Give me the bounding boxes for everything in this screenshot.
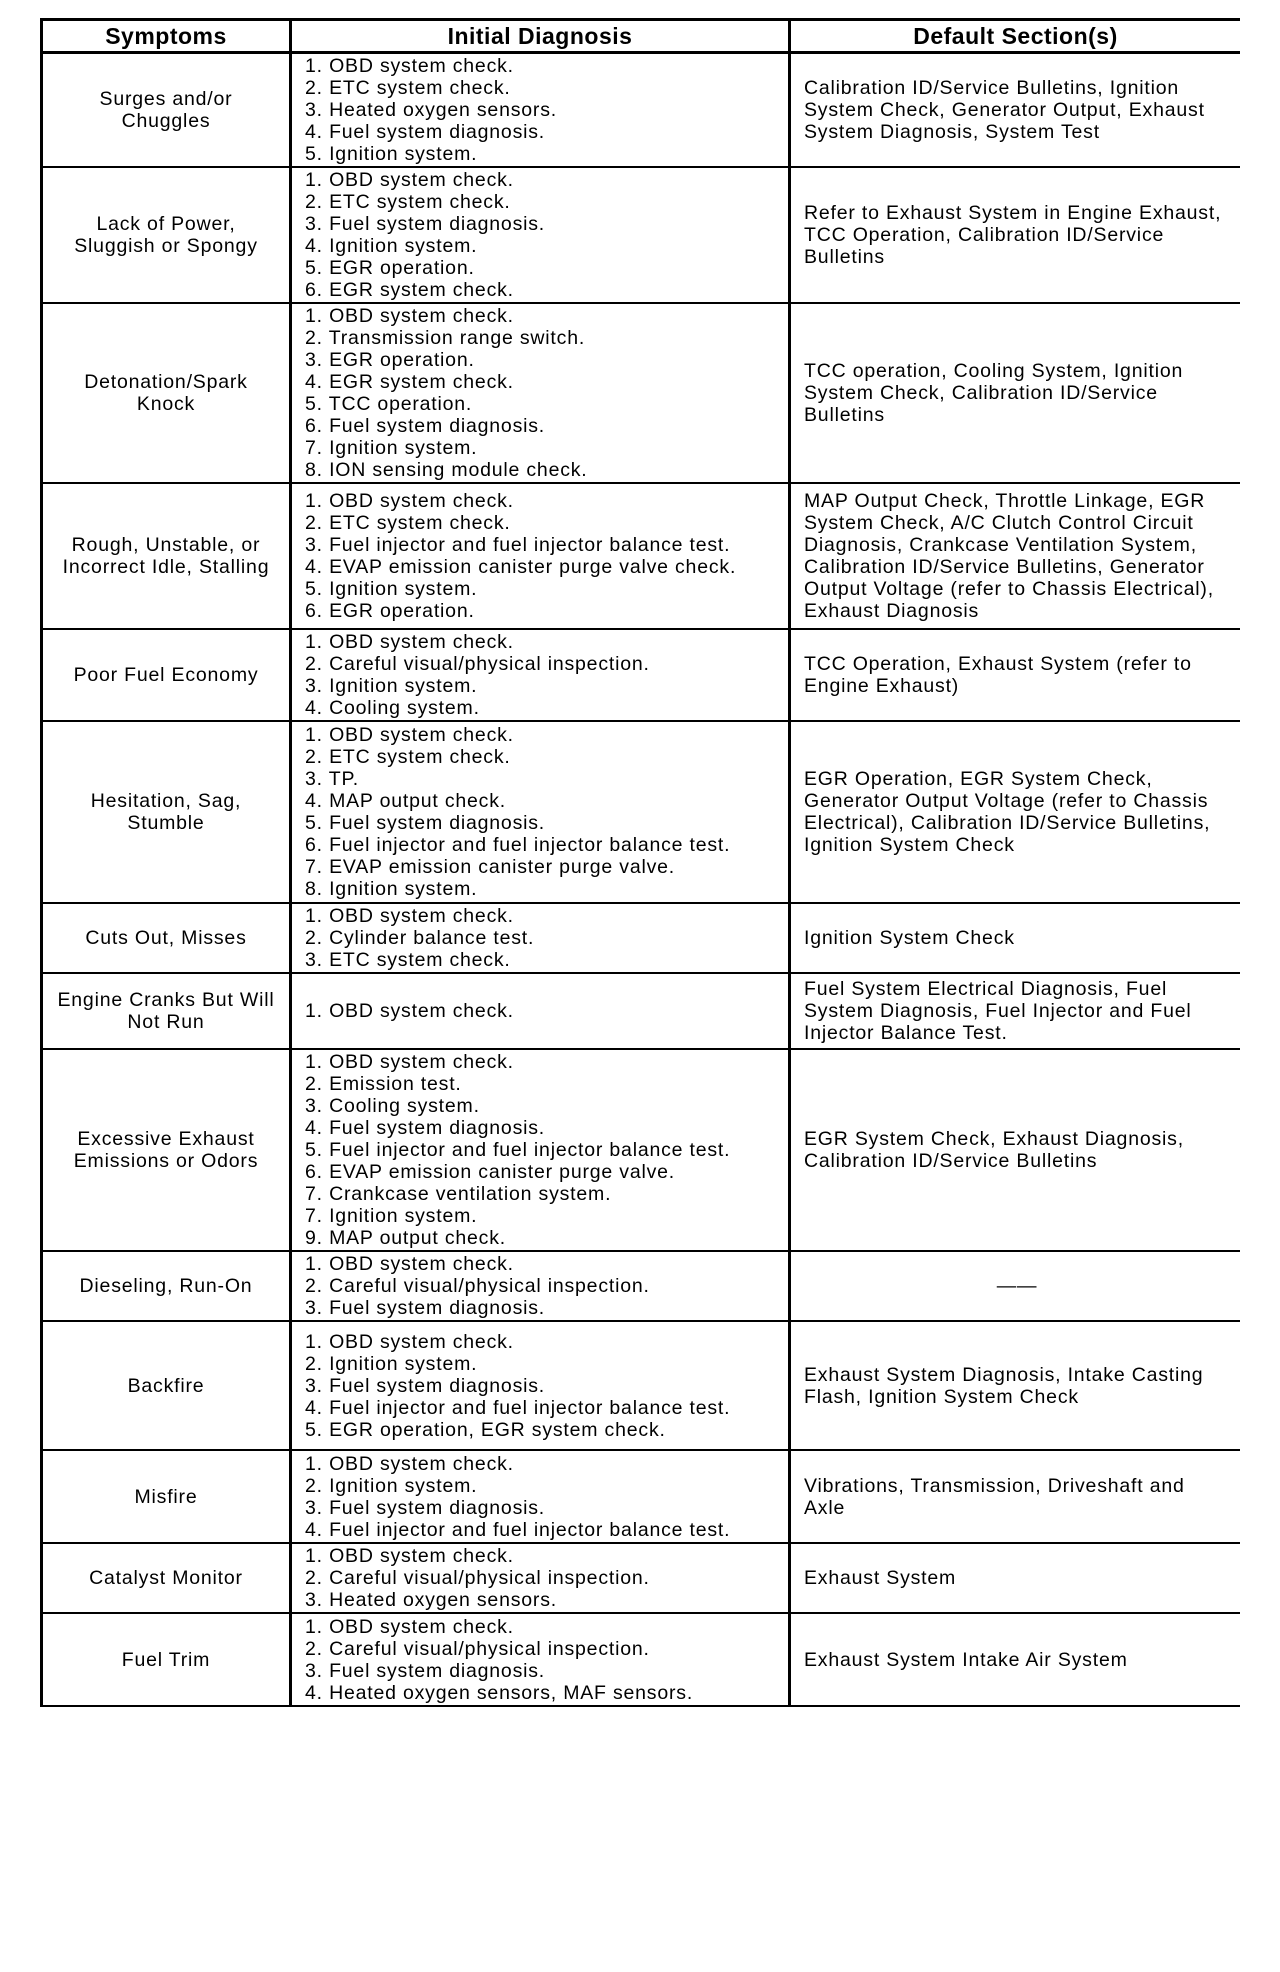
symptom-cell: Detonation/Spark Knock	[42, 303, 291, 483]
table-row	[42, 721, 1241, 903]
diagnosis-list	[305, 305, 778, 481]
diagnosis-step: 3. EGR operation.	[305, 349, 475, 371]
default-sections-cell	[790, 629, 1241, 721]
initial-diagnosis-cell	[291, 721, 790, 903]
diagnosis-step: 1. OBD system check.	[305, 724, 514, 746]
table-row	[42, 1251, 1241, 1321]
header-default-sections: Default Section(s)	[790, 20, 1241, 53]
symptom-cell: Hesitation, Sag, Stumble	[42, 721, 291, 903]
diagnosis-step: 2. Cylinder balance test.	[305, 927, 535, 949]
diagnosis-step: 3. Fuel system diagnosis.	[305, 1297, 546, 1319]
initial-diagnosis-cell	[291, 973, 790, 1049]
diagnosis-step: 2. Emission test.	[305, 1073, 462, 1095]
symptom-cell: Backfire	[42, 1321, 291, 1450]
default-sections-cell	[790, 1321, 1241, 1450]
initial-diagnosis-cell	[291, 1251, 790, 1321]
document-page	[40, 18, 1240, 1972]
default-sections-cell	[790, 973, 1241, 1049]
default-sections-text: EGR Operation, EGR System Check, Generator Output Voltage (refer to Chassis Electrical), Calibration ID/Service Bulletins, Ignition System Check	[804, 768, 1211, 856]
default-sections-text: Ignition System Check	[804, 927, 1015, 949]
diagnosis-list	[305, 1453, 778, 1541]
diagnosis-list	[305, 1331, 778, 1441]
diagnosis-list	[305, 1253, 778, 1319]
initial-diagnosis-cell	[291, 903, 790, 973]
table-row	[42, 483, 1241, 629]
initial-diagnosis-cell	[291, 629, 790, 721]
diagnosis-step: 3. Heated oxygen sensors.	[305, 99, 557, 121]
diagnosis-step: 1. OBD system check.	[305, 1253, 514, 1275]
default-sections-text: MAP Output Check, Throttle Linkage, EGR System Check, A/C Clutch Control Circuit Diagnosis, Crankcase Ventilation System, Calibration ID/Service Bulletins, Generator Output Voltage (refer to Chassis Electrical), Exhaust Diagnosis	[804, 490, 1214, 622]
diagnosis-step: 5. EGR operation, EGR system check.	[305, 1418, 666, 1441]
diagnosis-step: 6. EGR system check.	[305, 279, 514, 301]
diagnosis-step: 6. EVAP emission canister purge valve.	[305, 1161, 676, 1183]
default-sections-cell	[790, 167, 1241, 303]
diagnosis-step: 7. Crankcase ventilation system.	[305, 1183, 612, 1205]
table-row	[42, 1049, 1241, 1251]
diagnosis-step: 5. Fuel injector and fuel injector balance test.	[305, 1139, 731, 1161]
diagnosis-list	[305, 631, 778, 719]
initial-diagnosis-cell	[291, 1450, 790, 1543]
diagnosis-step: 6. EGR operation.	[305, 600, 475, 622]
symptom-cell: Cuts Out, Misses	[42, 903, 291, 973]
diagnosis-step: 2. Careful visual/physical inspection.	[305, 1637, 650, 1660]
diagnosis-step: 5. Ignition system.	[305, 578, 478, 600]
diagnosis-step: 1. OBD system check.	[305, 1545, 514, 1567]
diagnosis-step: 1. OBD system check.	[305, 305, 514, 327]
diagnosis-step: 5. TCC operation.	[305, 393, 473, 415]
diagnosis-step: 3. TP.	[305, 768, 359, 790]
initial-diagnosis-cell	[291, 1613, 790, 1706]
default-sections-text: Calibration ID/Service Bulletins, Ignition System Check, Generator Output, Exhaust System Diagnosis, System Test	[804, 77, 1205, 143]
diagnosis-step: 4. Fuel system diagnosis.	[305, 121, 546, 143]
diagnosis-step: 5. Fuel system diagnosis.	[305, 812, 546, 834]
diagnosis-step: 2. Careful visual/physical inspection.	[305, 1567, 650, 1589]
diagnosis-list	[305, 169, 778, 301]
diagnosis-step: 2. Ignition system.	[305, 1474, 478, 1497]
symptom-cell: Engine Cranks But Will Not Run	[42, 973, 291, 1049]
diagnosis-step: 4. MAP output check.	[305, 790, 506, 812]
header-row	[42, 20, 1241, 53]
diagnosis-step: 3. Ignition system.	[305, 675, 478, 697]
diagnosis-step: 3. Fuel system diagnosis.	[305, 1374, 546, 1397]
diagnosis-list	[305, 1051, 778, 1249]
default-sections-cell	[790, 1543, 1241, 1613]
diagnosis-step: 4. Ignition system.	[305, 235, 478, 257]
table-row	[42, 53, 1241, 168]
default-sections-text: Refer to Exhaust System in Engine Exhaust, TCC Operation, Calibration ID/Service Bulletins	[804, 202, 1222, 268]
diagnosis-step: 4. Heated oxygen sensors, MAF sensors.	[305, 1681, 694, 1704]
default-sections-text: Exhaust System Intake Air System	[804, 1648, 1128, 1671]
diagnosis-step: 2. Transmission range switch.	[305, 327, 586, 349]
diagnosis-step: 1. OBD system check.	[305, 490, 514, 512]
diagnosis-step: 1. OBD system check.	[305, 169, 514, 191]
diagnosis-step: 6. Fuel system diagnosis.	[305, 415, 546, 437]
diagnosis-step: 4. Cooling system.	[305, 697, 480, 719]
diagnosis-step: 4. Fuel injector and fuel injector balance test.	[305, 1518, 731, 1541]
symptom-cell: Poor Fuel Economy	[42, 629, 291, 721]
diagnosis-step: 4. EVAP emission canister purge valve check.	[305, 556, 737, 578]
diagnosis-list	[305, 1000, 778, 1022]
table-row	[42, 303, 1241, 483]
table-row	[42, 1321, 1241, 1450]
diagnosis-step: 2. ETC system check.	[305, 746, 511, 768]
table-row	[42, 903, 1241, 973]
default-sections-cell	[790, 721, 1241, 903]
default-sections-cell	[790, 303, 1241, 483]
diagnosis-step: 3. Cooling system.	[305, 1095, 480, 1117]
diagnosis-step: 9. MAP output check.	[305, 1227, 506, 1249]
initial-diagnosis-cell	[291, 53, 790, 168]
default-sections-cell	[790, 1049, 1241, 1251]
default-sections-text: TCC Operation, Exhaust System (refer to Engine Exhaust)	[804, 653, 1192, 697]
diagnosis-step: 1. OBD system check.	[305, 1330, 514, 1353]
diagnosis-step: 2. Ignition system.	[305, 1352, 478, 1375]
diagnosis-step: 3. Fuel system diagnosis.	[305, 1659, 546, 1682]
diagnosis-list	[305, 905, 778, 971]
symptom-cell: Catalyst Monitor	[42, 1543, 291, 1613]
diagnosis-step: 2. Careful visual/physical inspection.	[305, 653, 650, 675]
table-row	[42, 629, 1241, 721]
table-row	[42, 973, 1241, 1049]
diagnosis-list	[305, 1616, 778, 1704]
default-sections-cell	[790, 1613, 1241, 1706]
symptom-cell: Dieseling, Run-On	[42, 1251, 291, 1321]
diagnosis-step: 7. Ignition system.	[305, 1205, 478, 1227]
diagnosis-step: 3. Fuel system diagnosis.	[305, 213, 546, 235]
symptom-diagnosis-table	[40, 18, 1240, 1707]
default-sections-text: TCC operation, Cooling System, Ignition System Check, Calibration ID/Service Bulletins	[804, 360, 1184, 426]
diagnosis-step: 2. ETC system check.	[305, 77, 511, 99]
diagnosis-step: 1. OBD system check.	[305, 1000, 514, 1022]
diagnosis-step: 1. OBD system check.	[305, 905, 514, 927]
symptom-cell: Excessive Exhaust Emissions or Odors	[42, 1049, 291, 1251]
symptom-cell: Surges and/or Chuggles	[42, 53, 291, 168]
diagnosis-step: 8. Ignition system.	[305, 878, 478, 900]
default-sections-cell	[790, 53, 1241, 168]
diagnosis-step: 7. Ignition system.	[305, 437, 478, 459]
initial-diagnosis-cell	[291, 1321, 790, 1450]
diagnosis-step: 5. EGR operation.	[305, 257, 475, 279]
default-sections-text: EGR System Check, Exhaust Diagnosis, Calibration ID/Service Bulletins	[804, 1128, 1184, 1172]
diagnosis-step: 3. Fuel system diagnosis.	[305, 1496, 546, 1519]
default-sections-text: Vibrations, Transmission, Driveshaft and Axle	[804, 1474, 1185, 1519]
diagnosis-step: 8. ION sensing module check.	[305, 459, 588, 481]
initial-diagnosis-cell	[291, 1049, 790, 1251]
symptom-cell: Fuel Trim	[42, 1613, 291, 1706]
initial-diagnosis-cell	[291, 483, 790, 629]
default-sections-cell	[790, 1251, 1241, 1321]
symptom-cell: Misfire	[42, 1450, 291, 1543]
diagnosis-list	[305, 55, 778, 165]
diagnosis-step: 1. OBD system check.	[305, 1615, 514, 1638]
diagnosis-step: 4. Fuel injector and fuel injector balance test.	[305, 1396, 731, 1419]
header-initial-diagnosis: Initial Diagnosis	[291, 20, 790, 53]
diagnosis-step: 3. ETC system check.	[305, 949, 511, 971]
table-row	[42, 1450, 1241, 1543]
diagnosis-step: 2. Careful visual/physical inspection.	[305, 1275, 650, 1297]
default-sections-text: Fuel System Electrical Diagnosis, Fuel System Diagnosis, Fuel Injector and Fuel Injector Balance Test.	[804, 978, 1192, 1044]
initial-diagnosis-cell	[291, 167, 790, 303]
initial-diagnosis-cell	[291, 1543, 790, 1613]
initial-diagnosis-cell	[291, 303, 790, 483]
default-sections-cell	[790, 483, 1241, 629]
diagnosis-list	[305, 490, 778, 622]
symptom-cell: Lack of Power, Sluggish or Spongy	[42, 167, 291, 303]
diagnosis-step: 4. EGR system check.	[305, 371, 514, 393]
diagnosis-list	[305, 724, 778, 900]
table-row	[42, 167, 1241, 303]
diagnosis-step: 4. Fuel system diagnosis.	[305, 1117, 546, 1139]
diagnosis-step: 3. Fuel injector and fuel injector balance test.	[305, 534, 731, 556]
diagnosis-step: 2. ETC system check.	[305, 191, 511, 213]
diagnosis-step: 1. OBD system check.	[305, 631, 514, 653]
diagnosis-list	[305, 1545, 778, 1611]
default-sections-text: ——	[996, 1275, 1038, 1297]
header-symptoms: Symptoms	[42, 20, 291, 53]
diagnosis-step: 5. Ignition system.	[305, 143, 478, 165]
default-sections-cell	[790, 903, 1241, 973]
diagnosis-step: 3. Heated oxygen sensors.	[305, 1589, 557, 1611]
diagnosis-step: 7. EVAP emission canister purge valve.	[305, 856, 676, 878]
diagnosis-step: 2. ETC system check.	[305, 512, 511, 534]
diagnosis-step: 1. OBD system check.	[305, 1051, 514, 1073]
table-row	[42, 1543, 1241, 1613]
default-sections-text: Exhaust System Diagnosis, Intake Casting Flash, Ignition System Check	[804, 1363, 1204, 1408]
table-row	[42, 1613, 1241, 1706]
diagnosis-step: 6. Fuel injector and fuel injector balance test.	[305, 834, 731, 856]
symptom-cell: Rough, Unstable, or Incorrect Idle, Stalling	[42, 483, 291, 629]
diagnosis-step: 1. OBD system check.	[305, 55, 514, 77]
default-sections-cell	[790, 1450, 1241, 1543]
default-sections-text: Exhaust System	[804, 1567, 957, 1589]
diagnosis-step: 1. OBD system check.	[305, 1452, 514, 1475]
